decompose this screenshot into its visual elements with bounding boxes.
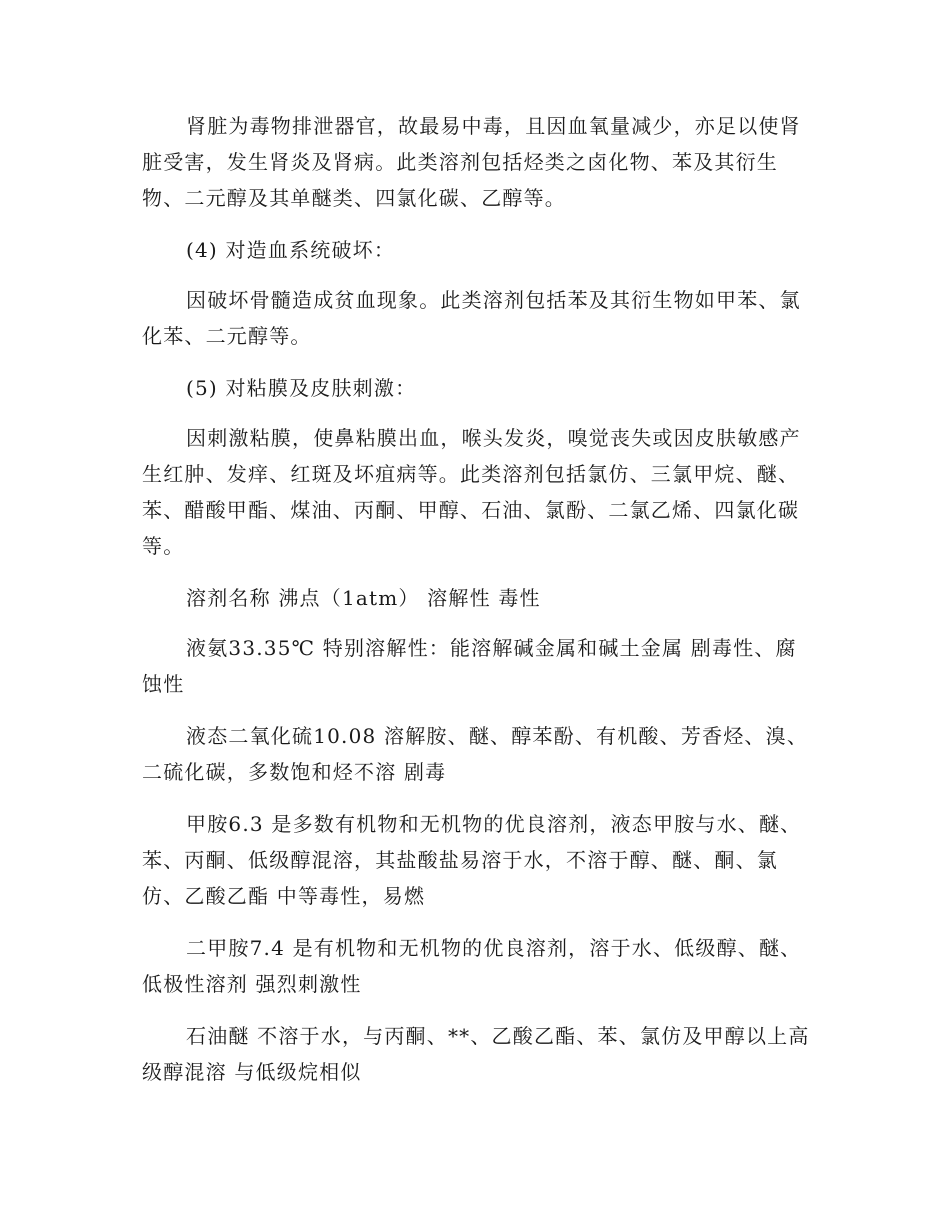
solvent-entry-methylamine: 甲胺6.3 是多数有机物和无机物的优良溶剂，液态甲胺与水、醚、苯、丙酮、低级醇混溶，其盐酸盐易溶于水，不溶于醇、醚、酮、氯仿、乙酸乙酯 中等毒性，易燃 (142, 812, 802, 908)
solvent-entry-liquid-ammonia: 液氨33.35℃ 特别溶解性：能溶解碱金属和碱土金属 剧毒性、腐蚀性 (142, 636, 797, 696)
paragraph-hematopoietic-damage: 因破坏骨髓造成贫血现象。此类溶剂包括苯及其衍生物如甲苯、氯化苯、二元醇等。 (142, 288, 801, 348)
heading-mucosa-skin-irritation: (5) 对粘膜及皮肤刺激： (186, 376, 417, 400)
heading-hematopoietic-damage: (4) 对造血系统破坏： (186, 238, 396, 262)
solvent-entry-liquid-sulfur-dioxide: 液态二氧化硫10.08 溶解胺、醚、醇苯酚、有机酸、芳香烃、溴、二硫化碳，多数饱和烃不溶 剧毒 (142, 724, 809, 784)
solvent-entry-petroleum-ether: 石油醚 不溶于水，与丙酮、**、乙酸乙酯、苯、氯仿及甲醇以上高级醇混溶 与低级烷相似 (142, 1024, 810, 1084)
solvent-entry-dimethylamine: 二甲胺7.4 是有机物和无机物的优良溶剂，溶于水、低级醇、醚、低极性溶剂 强烈刺激性 (142, 936, 802, 996)
paragraph-kidney-toxicity: 肾脏为毒物排泄器官，故最易中毒，且因血氧量减少，亦足以使肾脏受害，发生肾炎及肾病。此类溶剂包括烃类之卤化物、苯及其衍生物、二元醇及其单醚类、四氯化碳、乙醇等。 (142, 114, 801, 210)
paragraph-mucosa-skin-irritation: 因刺激粘膜，使鼻粘膜出血，喉头发炎，嗅觉丧失或因皮肤敏感产生红肿、发痒、红斑及坏疽病等。此类溶剂包括氯仿、三氯甲烷、醚、苯、醋酸甲酯、煤油、丙酮、甲醇、石油、氯酚、二氯乙烯、四氯化碳等。 (142, 426, 801, 558)
solvent-table-header: 溶剂名称 沸点（1atm） 溶解性 毒性 (186, 586, 541, 610)
